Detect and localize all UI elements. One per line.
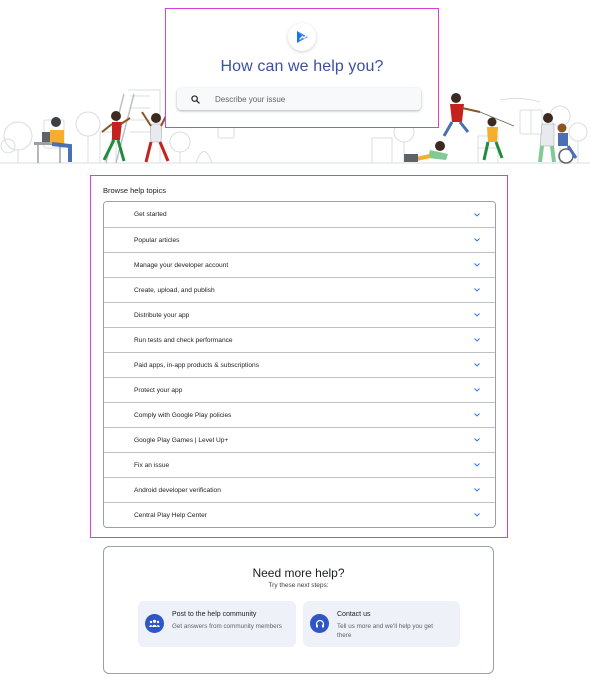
community-description: Get answers from community members	[172, 623, 282, 630]
topic-item[interactable]	[104, 277, 495, 302]
topic-item[interactable]	[104, 327, 495, 352]
browse-topics-section	[90, 175, 508, 538]
contact-title: Contact us	[337, 611, 371, 618]
people-icon	[145, 614, 164, 633]
chevron-down-icon[interactable]	[473, 436, 481, 444]
topic-item[interactable]	[104, 352, 495, 377]
search-input[interactable]	[215, 95, 405, 104]
topic-item[interactable]	[104, 452, 495, 477]
hero-search-panel	[165, 8, 439, 128]
headset-icon	[310, 614, 329, 633]
play-console-logo-icon	[288, 23, 316, 51]
page-title: How can we help you?	[220, 58, 384, 75]
chevron-down-icon[interactable]	[473, 511, 481, 519]
need-more-help-card	[103, 546, 494, 674]
topic-label: Get started	[134, 211, 167, 218]
chevron-down-icon[interactable]	[473, 411, 481, 419]
chevron-down-icon[interactable]	[473, 211, 481, 219]
chevron-down-icon[interactable]	[473, 461, 481, 469]
chevron-down-icon[interactable]	[473, 236, 481, 244]
contact-us-button[interactable]	[303, 601, 460, 647]
topic-item[interactable]	[104, 502, 495, 527]
topic-item[interactable]	[104, 402, 495, 427]
topic-item[interactable]	[104, 302, 495, 327]
search-bar[interactable]	[177, 88, 421, 110]
topics-heading: Browse help topics	[103, 186, 166, 195]
topic-item[interactable]	[104, 377, 495, 402]
help-subtitle: Try these next steps:	[268, 582, 329, 589]
topic-label: Create, upload, and publish	[134, 286, 215, 294]
chevron-down-icon[interactable]	[473, 261, 481, 269]
chevron-down-icon[interactable]	[473, 486, 481, 494]
hero-section	[0, 0, 590, 170]
topic-item[interactable]	[104, 202, 495, 227]
chevron-down-icon[interactable]	[473, 386, 481, 394]
topic-label: Run tests and check performance	[134, 336, 233, 344]
topic-label: Central Play Help Center	[134, 511, 207, 519]
chevron-down-icon[interactable]	[473, 286, 481, 294]
chevron-down-icon[interactable]	[473, 361, 481, 369]
topic-item[interactable]	[104, 252, 495, 277]
chevron-down-icon[interactable]	[473, 311, 481, 319]
topic-label: Google Play Games | Level Up+	[134, 436, 229, 444]
topic-item[interactable]	[104, 477, 495, 502]
contact-description: Tell us more and we'll help you get there	[337, 623, 434, 639]
search-icon[interactable]	[191, 95, 213, 104]
chevron-down-icon[interactable]	[473, 336, 481, 344]
topic-label: Manage your developer account	[134, 261, 229, 269]
topic-label: Fix an issue	[134, 461, 170, 469]
topic-label: Protect your app	[134, 386, 183, 394]
topic-label: Android developer verification	[134, 486, 221, 494]
topic-label: Comply with Google Play policies	[134, 411, 232, 419]
topic-label: Paid apps, in-app products & subscriptions	[134, 361, 259, 369]
topic-label: Popular articles	[134, 236, 180, 244]
community-title: Post to the help community	[172, 611, 257, 618]
topics-list	[103, 201, 496, 528]
post-to-community-button[interactable]	[138, 601, 296, 647]
help-title: Need more help?	[252, 566, 345, 580]
topic-item[interactable]	[104, 427, 495, 452]
topic-label: Distribute your app	[134, 311, 190, 319]
topic-item[interactable]	[104, 227, 495, 252]
